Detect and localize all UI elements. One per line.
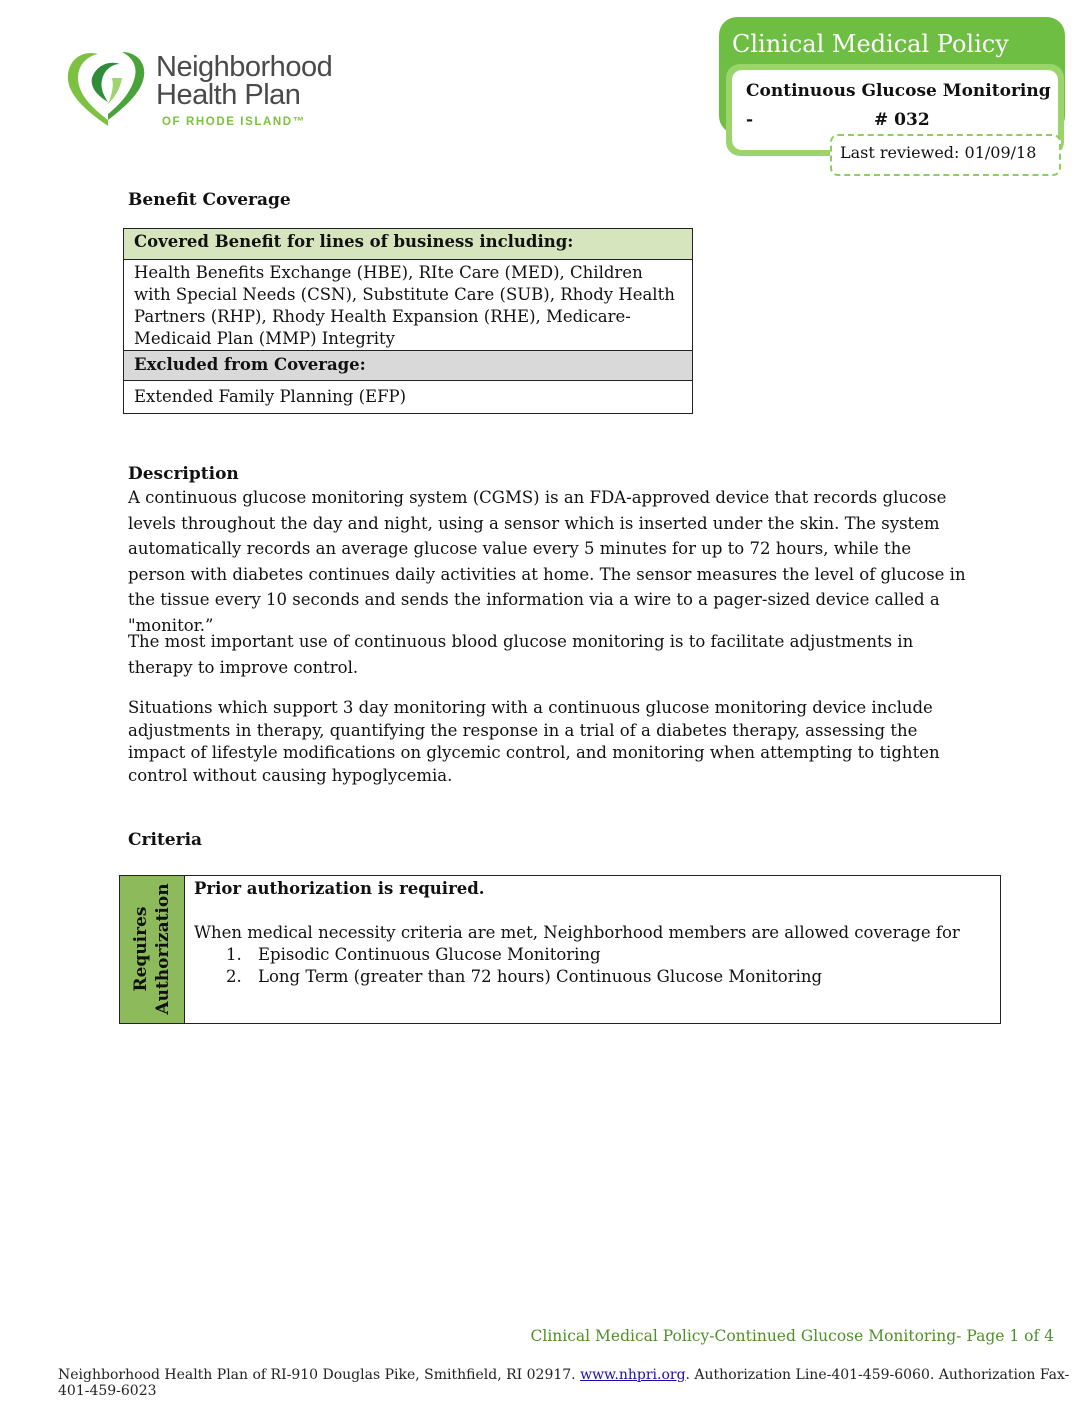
prior-authorization: Prior authorization is required. <box>194 879 485 898</box>
covered-text: Health Benefits Exchange (HBE), RIte Care (MED), Children with Special Needs (CSN), Substitute Care (SUB), Rhody Health Partners (RHP), Rhody Health Expansion (RHE), Medicare-Medicaid Plan (MMP) Integrity <box>134 263 675 348</box>
policy-dash: - <box>746 110 754 130</box>
benefit-table <box>123 228 693 414</box>
criteria-table <box>119 875 1001 1024</box>
excluded-text: Extended Family Planning (EFP) <box>134 387 407 406</box>
address-prefix: Neighborhood Health Plan of RI-910 Douglas Pike, Smithfield, RI 02917. <box>58 1367 581 1383</box>
description-paragraph-1: A continuous glucose monitoring system (CGMS) is an FDA-approved device that records glucose levels throughout the day and night, using a sensor which is inserted under the skin. The system automatically records an average glucose value every 5 minutes for up to 72 hours, while the person with diabetes continues daily activities at home. The sensor measures the level of glucose in the tissue every 10 seconds and sends the information via a wire to a pager-sized device called a "monitor.” <box>128 488 966 635</box>
logo-line1: Neighborhood <box>156 51 333 83</box>
policy-number: # 032 <box>874 110 930 130</box>
excluded-header: Excluded from Coverage: <box>124 350 692 381</box>
criteria-heading: Criteria <box>128 830 203 850</box>
covered-header: Covered Benefit for lines of business including: <box>124 229 692 260</box>
logo-line2: Health Plan <box>156 79 301 111</box>
requires-authorization-cell <box>120 876 185 1023</box>
list-item <box>194 966 992 988</box>
nhp-logo <box>62 44 362 134</box>
footer-page-label: Clinical Medical Policy-Continued Glucose Monitoring- Page 1 of 4 <box>530 1327 1054 1345</box>
website-link[interactable]: www.nhpri.org <box>580 1367 686 1383</box>
footer-address <box>58 1367 1088 1399</box>
description-paragraph-2: The most important use of continuous blood glucose monitoring is to facilitate adjustments in therapy to improve control. <box>128 632 914 677</box>
description-heading: Description <box>128 464 239 484</box>
list-item <box>194 944 992 966</box>
list-number: 2. <box>226 967 242 986</box>
requires-authorization-label <box>130 883 174 1014</box>
policy-name: Continuous Glucose Monitoring <box>746 81 1051 101</box>
criteria-content <box>194 878 992 988</box>
logo-line3: OF RHODE ISLAND™ <box>162 116 306 128</box>
list-text: Long Term (greater than 72 hours) Continuous Glucose Monitoring <box>258 967 823 986</box>
description-paragraph-3: Situations which support 3 day monitoring with a continuous glucose monitoring device include adjustments in therapy, quantifying the response in a trial of a diabetes therapy, assessing the impact of lifestyle modifications on glycemic control, and monitoring when attempting to tighten control without causing hypoglycemia. <box>128 698 940 785</box>
address-suffix: . Authorization Line-401-459-6060. Authorization Fax- 401-459-6023 <box>58 1367 1070 1399</box>
side-line-1: Requires <box>131 906 151 992</box>
side-line-2: Authorization <box>153 883 173 1015</box>
list-number: 1. <box>226 945 242 964</box>
benefit-heading: Benefit Coverage <box>128 190 291 210</box>
nhp-swoosh-logo-icon <box>62 48 154 132</box>
policy-label: Clinical Medical Policy <box>732 30 1009 58</box>
last-reviewed: Last reviewed: 01/09/18 <box>840 143 1037 162</box>
list-text: Episodic Continuous Glucose Monitoring <box>258 945 601 964</box>
criteria-intro: When medical necessity criteria are met, Neighborhood members are allowed coverage for <box>194 923 960 942</box>
